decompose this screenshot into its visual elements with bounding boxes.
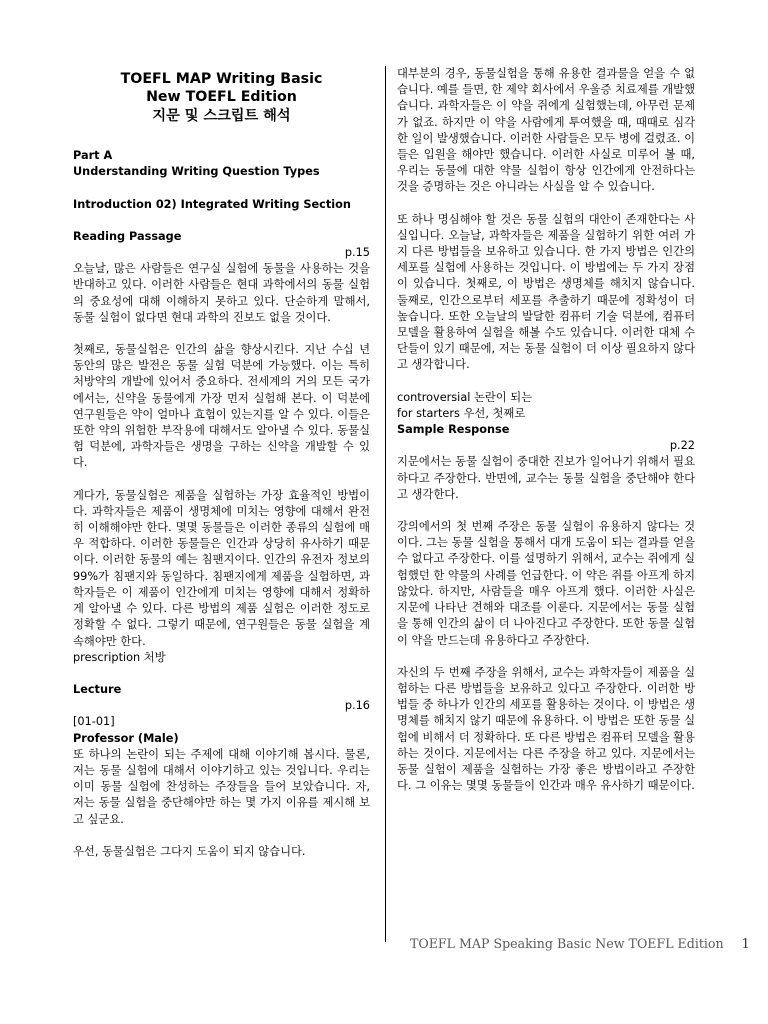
page-number: 1 xyxy=(741,936,750,951)
left-column xyxy=(73,66,370,860)
speaker-label: Professor (Male) xyxy=(73,731,179,745)
vocab-note: prescription 처방 xyxy=(73,650,166,664)
vocab-note: for starters 우선, 첫째로 xyxy=(397,406,526,420)
response-paragraph-1: 지문에서는 동물 실험이 중대한 진보가 일어나기 위해서 필요하다고 주장한다. 반면에, 교수는 동물 실험을 중단해야 한다고 생각한다. xyxy=(397,455,695,501)
title-line-1: TOEFL MAP Writing Basic xyxy=(120,71,323,87)
title-line-2: New TOEFL Edition xyxy=(146,89,297,106)
reading-paragraph-2: 첫째로, 동물실험은 인간의 삶을 향상시킨다. 지난 수십 년 동안의 많은 발전은 동물 실험 덕분에 가능했다. 이는 특히 처방약의 개발에 있어서 중요하다. 전세계의 거의 모든 국가에서는, 신약을 동물에게 가장 먼저 실험해 본다. 이 덕분에 연구원들은 약이 얼마나 효험이 있는지를 알 수 있다. 이들은 또한 약의 위험한 부작용에 대해서도 알아낼 수 있다. 동물실험 덕분에, 과학자들은 생명을 구하는 신약을 개발할 수 있다. xyxy=(73,343,370,470)
reading-passage-heading: Reading Passage xyxy=(73,229,182,243)
sample-response-heading: Sample Response xyxy=(397,423,510,437)
reading-paragraph-3: 게다가, 동물실험은 제품을 실험하는 가장 효율적인 방법이다. 과학자들은 제품이 생명체에 미치는 영향에 대해서 완전히 이해해야만 한다. 몇몇 동물들은 이러한 종류의 실험에 매우 적합하다. 이러한 동물들은 인간과 상당히 유사하기 때문이다. 이러한 동물의 예는 침팬지이다. 인간의 유전자 정보의 99%가 침팬지와 동일하다. 침팬지에게 제품을 실험하면, 과학자들은 이 제품이 인간에게 미치는 영향에 대해서 정확하게 알아낼 수 있다. 다른 방법의 제품 실험은 이러한 정도로 정확할 수 없다. 그렇기 때문에, 연구원들은 동물 실험을 계속해야만 한다. xyxy=(73,488,370,648)
right-column xyxy=(397,66,695,794)
response-paragraph-2: 강의에서의 첫 번째 주장은 동물 실험이 유용하지 않다는 것이다. 그는 동물 실험을 통해서 대개 도움이 되는 결과를 얻을 수 없다고 주장한다. 이를 설명하기 위해서, 교수는 쥐에게 실험했던 한 약물의 사례를 언급한다. 이 약은 쥐를 아프게 하지 않았다. 하지만, 사람들을 매우 아프게 했다. 이러한 사실은 지문에 나타난 견해와 대조를 이룬다. 지문에서는 동물 실험을 통해 인간의 삶이 더 나아진다고 주장한다. 또한 동물 실험이 약을 만드는데 유용하다고 주장한다. xyxy=(397,520,695,647)
column-divider xyxy=(385,66,386,942)
reading-paragraph-1: 오늘날, 많은 사람들은 연구실 실험에 동물을 사용하는 것을 반대하고 있다. 이러한 사람들은 현대 과학에서의 동물 실험의 중요성에 대해 이해하지 못하고 있다. 단순하게 말해서, 동물 실험이 없다면 현대 과학의 진보도 없을 것이다. xyxy=(73,262,370,324)
lecture-heading: Lecture xyxy=(73,682,122,696)
vocab-note: controversial 논란이 되는 xyxy=(397,390,533,404)
document-title xyxy=(73,70,370,125)
title-line-3: 지문 및 스크립트 해석 xyxy=(152,107,291,124)
lecture-paragraph-4: 또 하나 명심해야 할 것은 동물 실험의 대안이 존재한다는 사실입니다. 오늘날, 과학자들은 제품을 실험하기 위한 여러 가지 다른 방법들을 보유하고 있습니다. 한 가지 방법은 인간의 세포를 실험에 사용하는 것입니다. 이 방법에는 두 가지 장점이 있습니다. 첫째로, 이 방법은 생명체를 해치지 않습니다. 둘째로, 인간으로부터 세포를 추출하기 때문에 정확성이 더 높습니다. 또한 오늘날의 발달한 컴퓨터 기술 덕분에, 컴퓨터 모델을 활용하여 실험을 해볼 수도 있습니다. 이러한 대체 수단들이 있기 때문에, 저는 동물 실험이 더 이상 필요하지 않다고 생각합니다. xyxy=(397,212,695,372)
intro-heading: Introduction 02) Integrated Writing Section xyxy=(73,197,351,211)
page-reference: p.15 xyxy=(344,246,370,260)
response-paragraph-3: 자신의 두 번째 주장을 위해서, 교수는 과학자들이 제품을 실험하는 다른 방법들을 보유하고 있다고 주장한다. 이러한 방법들 중 하나가 인간의 세포를 활용하는 것이다. 이 방법은 생명체를 해치지 않기 때문에 유용하다. 이 방법은 또한 동물 실험에 비해서 더 정확하다. 또 다른 방법은 컴퓨터 모델을 활용하는 것이다. 지문에서는 다른 주장을 하고 있다. 지문에서는 동물 실험이 제품을 실험하는 가장 좋은 방법이라고 주장한다. 그 이유는 몇몇 동물들이 인간과 매우 유사하기 때문이다. xyxy=(397,665,695,793)
footer-text: TOEFL MAP Speaking Basic New TOEFL Edition xyxy=(410,936,724,951)
lecture-paragraph-3: 대부분의 경우, 동물실험을 통해 유용한 결과물을 얻을 수 없습니다. 예를 들면, 한 제약 회사에서 우울증 치료제를 개발했습니다. 과학자들은 이 약을 쥐에게 실험했는데, 아무런 문제가 없죠. 하지만 이 약을 사람에게 투여했을 때, 때때로 심각한 일이 발생했습니다. 이러한 사람들은 모두 병에 걸렸죠. 이들은 입원을 해야만 했습니다. 이러한 사실로 미루어 볼 때, 우리는 동물에 대한 약물 실험이 항상 인간에게 안전하다는 것을 증명하는 것은 아니라는 사실을 알 수 있습니다. xyxy=(397,67,695,194)
part-title: Understanding Writing Question Types xyxy=(73,165,320,179)
lecture-paragraph-1: 또 하나의 논란이 되는 주제에 대해 이야기해 봅시다. 물론, 저는 동물 실험에 대해서 이야기하고 있는 것입니다. 우리는 이미 동물 실험에 찬성하는 주장들을 들어 보았습니다. 자, 저는 동물 실험을 중단해야만 하는 몇 가지 이유를 제시해 보고 싶군요. xyxy=(73,747,370,826)
track-number: [01-01] xyxy=(73,715,115,729)
page-reference: p.16 xyxy=(344,699,370,713)
lecture-paragraph-2: 우선, 동물실험은 그다지 도움이 되지 않습니다. xyxy=(73,844,306,858)
page-footer xyxy=(410,936,750,951)
part-label: Part A xyxy=(73,149,113,163)
page-reference: p.22 xyxy=(669,439,695,453)
